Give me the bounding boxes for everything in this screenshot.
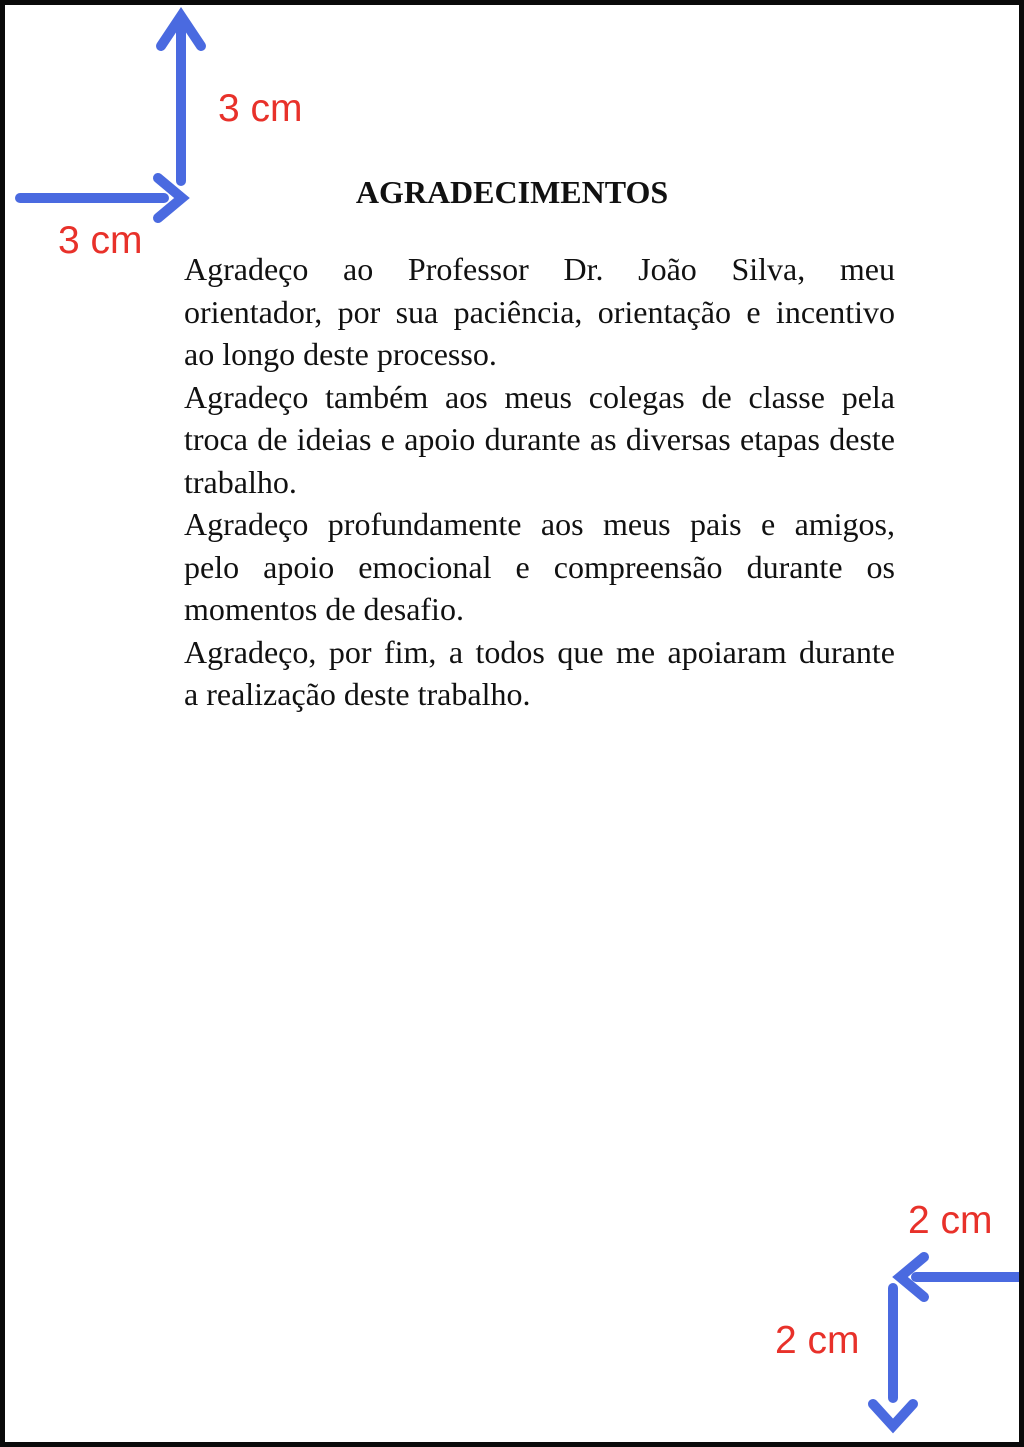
left-margin-arrow-icon [14,173,194,223]
paragraph-line: pelo apoio emocional e compreensão durante os [184,548,895,585]
paragraph [184,376,895,504]
paragraph-line: ao longo deste processo. [184,336,497,372]
bottom-margin-label: 2 cm [775,1319,860,1362]
top-margin-label: 3 cm [218,87,303,130]
paragraph-line: Agradeço, por fim, a todos que me apoiaram durante [184,633,895,670]
right-margin-label: 2 cm [908,1199,993,1242]
paragraph [184,631,895,716]
paragraph [184,503,895,631]
document-title: AGRADECIMENTOS [355,174,669,210]
paragraph-line: momentos de desafio. [184,591,464,627]
paragraph-line: a realização deste trabalho. [184,676,531,712]
bottom-margin-arrow-icon [868,1284,918,1447]
paragraph-line: orientador, por sua paciência, orientação e incentivo [184,293,895,330]
left-margin-label: 3 cm [58,219,143,262]
paragraph-line: trabalho. [184,463,297,500]
paragraph-line: Agradeço ao Professor Dr. João Silva, meu [184,251,895,287]
top-margin-arrow-icon [156,8,206,188]
paragraph-line: troca de ideias e apoio durante as diversas etapas deste [184,421,895,457]
paragraph-line: Agradeço profundamente aos meus pais e amigos, [184,506,895,542]
paragraph [184,248,895,376]
paragraph-line: Agradeço também aos meus colegas de classe pela [184,378,895,415]
document-body [184,248,895,716]
